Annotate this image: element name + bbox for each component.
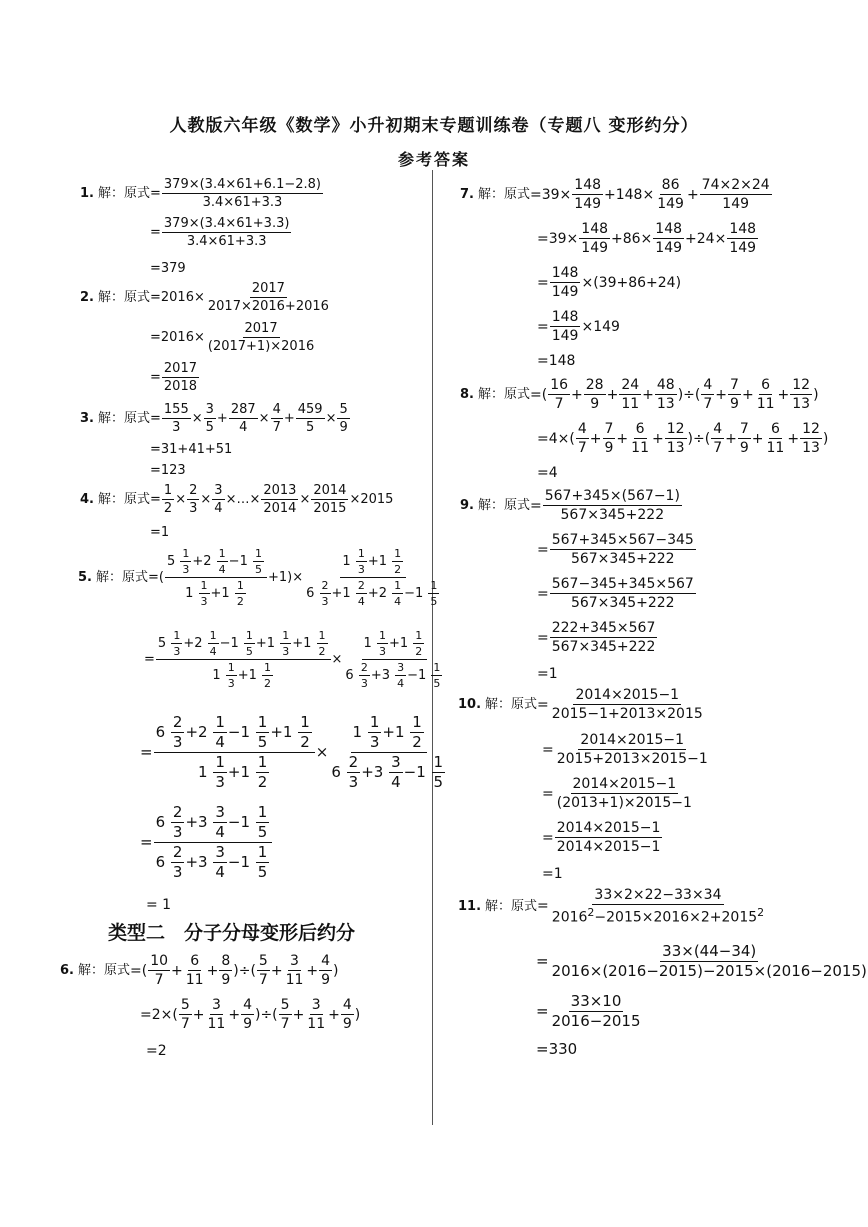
q2-line3: = $\frac{2017}{2018}$ <box>150 361 197 394</box>
q9-line2: = $\frac{567+345\times 567-345}{567\times 345+222}$ <box>537 532 694 567</box>
q4-result: =1 <box>150 525 170 540</box>
q11-line1: 11. 解：原式 = $\frac{33\times 2\times 22-33\times 34}{2016^2-2015\times 2016\times 2+2015^2}$ <box>458 887 765 926</box>
q11-result: =330 <box>536 1040 578 1058</box>
q1-label: 解：原式 <box>97 186 150 201</box>
q6-line2: =2×( $\frac{5}{7}$ + $\frac{3}{11}$ + $\frac{4}{9}$ )÷( $\frac{5}{7}$ + $\frac{3}{11}$ + $\frac{4}{9}$ ) <box>140 997 361 1032</box>
q9-line4: = $\frac{222+345\times 567}{567\times 345+222}$ <box>537 620 656 655</box>
q10-line1: 10. 解：原式 = $\frac{2014\times 2015-1}{2015-1+2013\times 2015}$ <box>458 687 703 722</box>
q2-frac1: $\frac{2017}{2017\times 2016+2016}$ <box>207 281 329 314</box>
q7-result: =148 <box>537 353 576 369</box>
q8-line2: =4×( $\frac{4}{7}$ + $\frac{7}{9}$ + $\frac{6}{11}$ + $\frac{12}{13}$ )÷( $\frac{4}{7}$ + $\frac{7}{9}$ + $\frac{6}{11}$ + $\frac{12}{13}$ ) <box>537 421 829 456</box>
q5-result: = 1 <box>146 897 172 913</box>
q5-line3: = 6 $\frac{2}{3}$ +2 $\frac{1}{4}$ −1 $\frac{1}{5}$ +1 $\frac{1}{2}$ 1 $\frac{1}{3}$ +1 $\frac{1}{2}$ × 1 $\frac{1}{3}$ +1 $\frac{1}{2}$ 6 $\frac{2}{3}$ +3 $\frac{3}{4}$ −1 $\frac{1}{5}$ <box>140 713 444 791</box>
q8-line1: 8. 解：原式 =( $\frac{16}{7}$ + $\frac{28}{9}$ + $\frac{24}{11}$ + $\frac{48}{13}$ )÷( $\frac{4}{7}$ + $\frac{7}{9}$ + $\frac{6}{11}$ + $\frac{12}{13}$ ) <box>460 377 819 412</box>
q3-step3: =123 <box>150 463 186 478</box>
q5-line4: = 6 $\frac{2}{3}$ +3 $\frac{3}{4}$ −1 $\frac{1}{5}$ 6 $\frac{2}{3}$ +3 $\frac{3}{4}$ −1 $\frac{1}{5}$ <box>140 805 273 880</box>
page-title: 人教版六年级《数学》小升初期末专题训练卷（专题八 变形约分） <box>169 116 699 136</box>
q3-step2: =31+41+51 <box>150 442 233 457</box>
q1-line1: 1. 解：原式 = $\frac{379\times(3.4\times 61+6.1-2.8)}{3.4\times 61+3.3}$ <box>80 177 321 210</box>
q7-line1: 7. 解：原式 =39× $\frac{148}{149}$ +148× $\frac{86}{149}$ + $\frac{74\times 2\times 24}{149}$ <box>460 177 770 212</box>
q10-line4: = $\frac{2014\times 2015-1}{2014\times 2015-1}$ <box>542 820 661 855</box>
q6-line1: 6. 解：原式 =( $\frac{10}{7}$ + $\frac{6}{11}$ + $\frac{8}{9}$ )÷( $\frac{5}{7}$ + $\frac{3}{11}$ + $\frac{4}{9}$ ) <box>60 953 339 988</box>
q3-line1: 3. 解：原式 = $\frac{155}{3}$ × $\frac{3}{5}$ + $\frac{287}{4}$ × $\frac{4}{7}$ + $\frac{459}{5}$ × $\frac{5}{9}$ <box>80 402 348 435</box>
q2-line1: 2. 解：原式 =2016× $\frac{2017}{2017\times 2016+2016}$ <box>80 281 329 314</box>
q2-line2: =2016× $\frac{2017}{(2017+1)\times 2016}$ <box>150 321 315 354</box>
q5-line2: = 5 $\frac{1}{3}$ +2 $\frac{1}{4}$ −1 $\frac{1}{5}$ +1 $\frac{1}{3}$ +1 $\frac{1}{2}$ 1 $\frac{1}{3}$ +1 $\frac{1}{2}$ × 1 $\frac{1}{3}$ +1 $\frac{1}{2}$ 6 $\frac{2}{3}$ +3 $\frac{3}{4}$ −1 $\frac{1}{5}$ <box>144 629 441 690</box>
q10-line2: = $\frac{2014\times 2015-1}{2015+2013\times 2015-1}$ <box>542 732 708 767</box>
q7-line3: = $\frac{148}{149}$ ×(39+86+24) <box>537 265 682 300</box>
q9-result: =1 <box>537 666 558 682</box>
q2-frac2: $\frac{2017}{(2017+1)\times 2016}$ <box>207 321 315 354</box>
page-subtitle: 参考答案 <box>397 150 470 169</box>
q11-line3: = $\frac{33\times 10}{2016-2015}$ <box>536 992 641 1030</box>
q11-line2: = $\frac{33\times(44-34)}{2016\times(2016-2015)-2015\times(2016-2015)}$ <box>536 942 867 980</box>
section-heading: 类型二 分子分母变形后约分 <box>108 922 356 944</box>
q2-frac3: $\frac{2017}{2018}$ <box>163 361 197 394</box>
q6-result: =2 <box>146 1043 167 1059</box>
q10-line3: = $\frac{2014\times 2015-1}{(2013+1)\times 2015-1}$ <box>542 776 692 811</box>
q1-frac2: $\frac{379\times(3.4\times 61+3.3)}{3.4\times 61+3.3}$ <box>163 216 290 249</box>
q9-line1: 9. 解：原式 = $\frac{567+345\times(567-1)}{567\times 345+222}$ <box>460 488 680 523</box>
q9-line3: = $\frac{567-345+345\times 567}{567\times 345+222}$ <box>537 576 694 611</box>
q1-line2: = $\frac{379\times(3.4\times 61+3.3)}{3.4\times 61+3.3}$ <box>150 216 290 249</box>
q7-line4: = $\frac{148}{149}$ ×149 <box>537 309 620 344</box>
q1-result: =379 <box>150 261 186 276</box>
q1-number: 1. <box>80 186 94 201</box>
q10-result: =1 <box>542 866 563 882</box>
q5-line1: 5. 解：原式 =( 5 $\frac{1}{3}$ +2 $\frac{1}{4}$ −1 $\frac{1}{5}$ 1 $\frac{1}{3}$ +1 $\frac{1}{2}$ +1)× 1 $\frac{1}{3}$ +1 $\frac{1}{2}$ 6 $\frac{2}{3}$ +1 $\frac{2}{4}$ +2 $\frac{1}{4}$ −1 $\frac{1}{5}$ <box>78 547 438 608</box>
q8-result: =4 <box>537 465 558 481</box>
q4-line1: 4. 解：原式 = $\frac{1}{2}$ × $\frac{2}{3}$ × $\frac{3}{4}$ ×…× $\frac{2013}{2014}$ × $\frac{2014}{2015}$ ×2015 <box>80 483 394 516</box>
q7-line2: =39× $\frac{148}{149}$ +86× $\frac{148}{149}$ +24× $\frac{148}{149}$ <box>537 221 757 256</box>
q1-frac1: $\frac{379\times(3.4\times 61+6.1-2.8)}{3.4\times 61+3.3}$ <box>163 177 321 210</box>
